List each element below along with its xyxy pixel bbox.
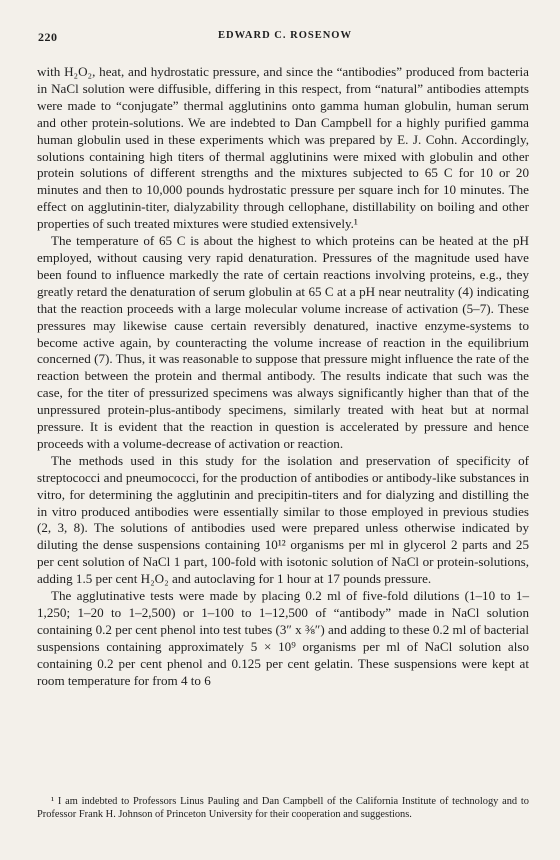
page-number: 220 [38, 30, 58, 44]
paragraph-4: The agglutinative tests were made by placing 0.2 ml of five-fold dilutions (1–10 to 1–1,250; 1–20 to 1–2,500) or 1–100 to 1–12,500 of “antibody” made in NaCl solution containing 0.2 per cent phenol into test tubes (3″ x ⅜″) and adding to these 0.2 ml of bacterial suspensions containing approximately 5 × 10⁹ organisms per ml of NaCl solution also containing 0.2 per cent phenol and 0.125 per cent gelatin. These suspensions were kept at room temperature for from 4 to 6 [37, 588, 529, 688]
page-header [38, 30, 532, 50]
body-text [37, 64, 529, 690]
paragraph-1: with H₂O₂, heat, and hydrostatic pressure, and since the “antibodies” produced from bacteria in NaCl solution were diffusible, differing in this respect, from “natural” antibodies attempts were made to “conjugate” thermal agglutinins onto gamma human globulin, human serum and other protein-solutions. We are indebted to Dan Campbell for a highly purified gamma human globulin used in these experiments which was prepared by E. J. Cohn. Accordingly, solutions containing high titers of thermal agglutinins were mixed with globulin and other protein solutions of different strengths and the mixtures subjected to 65 C for 10 or 20 minutes and then to 10,000 pounds hydrostatic pressure per square inch for 10 minutes. The effect on agglutinin-titer, dialyzability through cellophane, distillability on boiling and other properties of such treated mixtures were studied extensively.¹ [37, 64, 529, 232]
footnote: ¹ I am indebted to Professors Linus Pauling and Dan Campbell of the California Institute of technology and to Professor Frank H. Johnson of Princeton University for their cooperation and suggestions. [37, 796, 529, 821]
paragraph-2: The temperature of 65 C is about the highest to which proteins can be heated at the pH employed, without causing very rapid denaturation. Pressures of the magnitude used have been found to influence markedly the rate of certain reactions involving proteins, e.g., they greatly retard the denaturation of serum globulin at 65 C at a pH near neutrality (4) indicating that the reaction proceeds with a large molecular volume increase of activation (5–7). These pressures may likewise cause certain reversibly denatured, inactive enzyme-systems to become active again, by counteracting the volume increase of reaction in the equilibrium concerned (7). Thus, it was reasonable to suppose that pressure might influence the rate of the reaction between the protein and thermal antibody. The results indicate that such was the case, for the titer of pressurized specimens was always significantly higher than that of the unpressured protein-plus-antibody specimens, similarly treated with heat but at normal pressure. It is evident that the reaction in question is accelerated by pressure and hence proceeds with a volume-decrease of activation or reaction. [37, 233, 529, 451]
running-head: EDWARD C. ROSENOW [218, 30, 352, 41]
paragraph-3: The methods used in this study for the isolation and preservation of specificity of streptococci and pneumococci, for the production of antibodies or antibody-like substances in vitro, for determining the agglutinin and precipitin-titers and for dialyzing and distilling the in vitro produced antibodies were essentially similar to those employed in previous studies (2, 3, 8). The solutions of antibodies used were prepared unless otherwise indicated by diluting the dense suspensions containing 10¹² organisms per ml in glycerol 2 parts and 25 per cent solution of NaCl 1 part, 100-fold with isotonic solution of NaCl or protein-solutions, adding 1.5 per cent H₂O₂ and autoclaving for 1 hour at 17 pounds pressure. [37, 452, 529, 587]
